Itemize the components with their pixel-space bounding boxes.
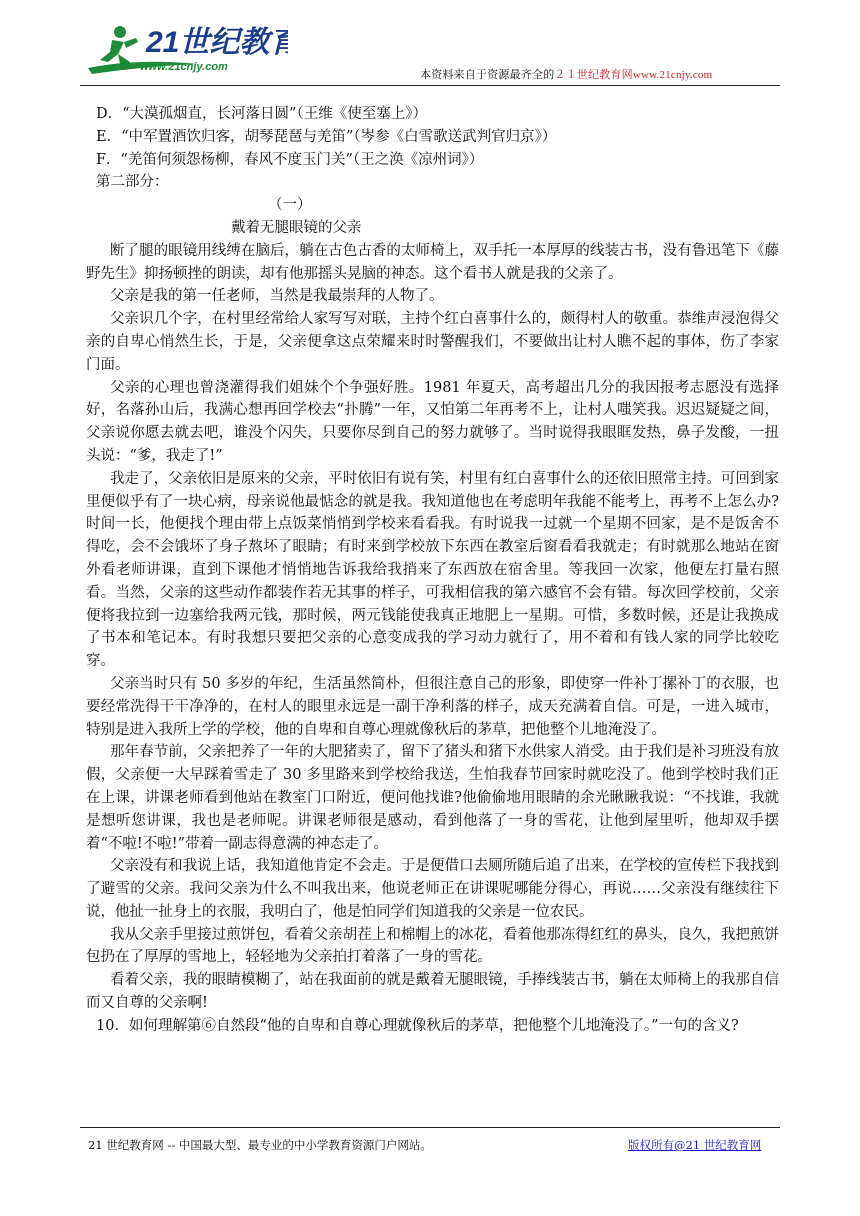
- footer-divider: [80, 1127, 780, 1128]
- option-d: D．“大漠孤烟直，长河落日圆”（王维《使至塞上》）: [96, 106, 427, 122]
- paragraph: 那年春节前，父亲把养了一年的大肥猪卖了，留下了猪头和猪下水供家人消受。由于我们是补习班没有放假，父亲便一大早踩着雪走了 30 多里路来到学校给我送，生怕我春节回家时就吃没了。他到学校时我们正在上课，讲课老师看到他站在教室门口附近，便问他找谁?他偷偷地用眼睛的余光瞅瞅我说：“不找谁，我就是想听您讲课，我也是老师呢。讲课老师很是感动，看到他落了一身的雪花，让他到屋里听，他却双手摆着“不啦!不啦!”带着一副志得意满的神态走了。: [86, 744, 779, 852]
- paragraph: 父亲的心理也曾浇灌得我们姐妹个个争强好胜。1981 年夏天，高考超出几分的我因报考志愿没有选择好，名落孙山后，我满心想再回学校去“扑腾”一年，又怕第二年再考不上，让村人嗤笑我。迟迟疑疑之间，父亲说你愿去就去吧，谁没个闪失，只要你尽到自己的努力就够了。当时说得我眼眶发热，鼻子发酸，一扭头说：“爹，我走了!”: [86, 379, 779, 464]
- paragraph: 看着父亲，我的眼睛模糊了，站在我面前的就是戴着无腿眼镜，手捧线装古书，躺在太师椅上的我那自信而又自尊的父亲啊!: [86, 972, 779, 1012]
- logo-url: www.21cnjy.com: [140, 61, 228, 73]
- option-e: E．“中军置酒饮归客，胡琴琵琶与羌笛”（岑参《白雪歌送武判官归京》）: [96, 128, 557, 145]
- site-logo[interactable]: [78, 18, 288, 82]
- header-note-prefix: 本资料来自于资源最齐全的: [420, 68, 555, 81]
- header-note: [420, 66, 712, 82]
- paragraph: 我走了，父亲依旧是原来的父亲，平时依旧有说有笑，村里有红白喜事什么的还依旧照常主持。可回到家里便似乎有了一块心病，母亲说他最惦念的就是我。我知道他也在考虑明年我能不能考上，再考不上怎么办?时间一长，他便找个理由带上点饭菜悄悄到学校来看看我。有时说我一过就一个星期不回家，是不是饭舍不得吃，会不会饿坏了身子熬坏了眼睛；有时来到学校放下东西在教室后窗看看我就走；有时就那么地站在窗外看老师讲课，直到下课他才悄悄地告诉我给我捎来了东西放在宿舍里。等我回一次家，他便左打量右照看。当然，父亲的这些动作都装作若无其事的样子，可我相信我的第六感官不会有错。每次回学校前，父亲便将我拉到一边塞给我两元钱，那时候，两元钱能使我真正地肥上一星期。可惜，多数时候，还是让我换成了书本和笔记本。有时我想只要把父亲的心意变成我的学习动力就行了，用不着和有钱人家的同学比较吃穿。: [86, 470, 779, 670]
- article-body: [86, 103, 779, 1038]
- part-label: 第二部分：: [96, 174, 169, 191]
- footer-copyright-link[interactable]: 版权所有@21 世纪教育网: [628, 1138, 762, 1152]
- paragraph: 父亲是我的第一任老师，当然是我最崇拜的人物了。: [110, 288, 444, 305]
- option-f: F．“羌笛何须怨杨柳，春风不度玉门关”（王之涣《凉州词》）: [96, 151, 484, 168]
- paragraph: 父亲当时只有 50 多岁的年纪，生活虽然简朴，但很注意自己的形象，即使穿一件补丁摞补丁的衣服，也要经常洗得干干净净的，在村人的眼里永远是一副干净利落的样子，成天充满着自信。可是，一进入城市，特别是进入我所上学的学校，他的自卑和自尊心理就像秋后的茅草，把他整个儿地淹没了。: [86, 675, 779, 738]
- question-10: 10．如何理解第⑥自然段“他的自卑和自尊心理就像秋后的茅草，把他整个儿地淹没了。”一句的含义?: [96, 1017, 739, 1034]
- paragraph: 断了腿的眼镜用线缚在脑后，躺在古色古香的太师椅上，双手托一本厚厚的线装古书，没有鲁迅笔下《藤野先生》抑扬顿挫的朗读，却有他那摇头晃脑的神态。这个看书人就是我的父亲了。: [86, 242, 779, 282]
- header-url-link[interactable]: www.21cnjy.com: [632, 69, 713, 81]
- section-number: （一）: [268, 197, 312, 214]
- header-site-link[interactable]: ２１世纪教育网: [554, 68, 633, 81]
- runner-logo-icon: [78, 18, 288, 82]
- paragraph: 父亲没有和我说上话，我知道他肯定不会走。于是便借口去厕所随后追了出来，在学校的宣传栏下我找到了避雪的父亲。我问父亲为什么不叫我出来，他说老师正在讲课呢哪能分得心，再说……父亲没有继续往下说，他扯一扯身上的衣服，我明白了，他是怕同学们知道我的父亲是一位农民。: [86, 858, 779, 920]
- header-divider: [80, 85, 780, 86]
- article-title: 戴着无腿眼镜的父亲: [231, 219, 362, 236]
- logo-wordmark: 21世纪教育: [146, 26, 288, 59]
- paragraph: 父亲识几个字，在村里经常给人家写写对联，主持个红白喜事什么的，颇得村人的敬重。恭维声浸泡得父亲的自卑心悄然生长，于是，父亲便拿这点荣耀来时时警醒我们，不要做出让村人瞧不起的事体，伤了李家门面。: [86, 311, 779, 373]
- paragraph: 我从父亲手里接过煎饼包，看着父亲胡茬上和棉帽上的冰花，看着他那冻得红红的鼻头，良久，我把煎饼包扔在了厚厚的雪地上，轻轻地为父亲拍打着落了一身的雪花。: [86, 926, 779, 966]
- footer-site-description: 21 世纪教育网 -- 中国最大型、最专业的中小学教育资源门户网站。: [88, 1138, 432, 1152]
